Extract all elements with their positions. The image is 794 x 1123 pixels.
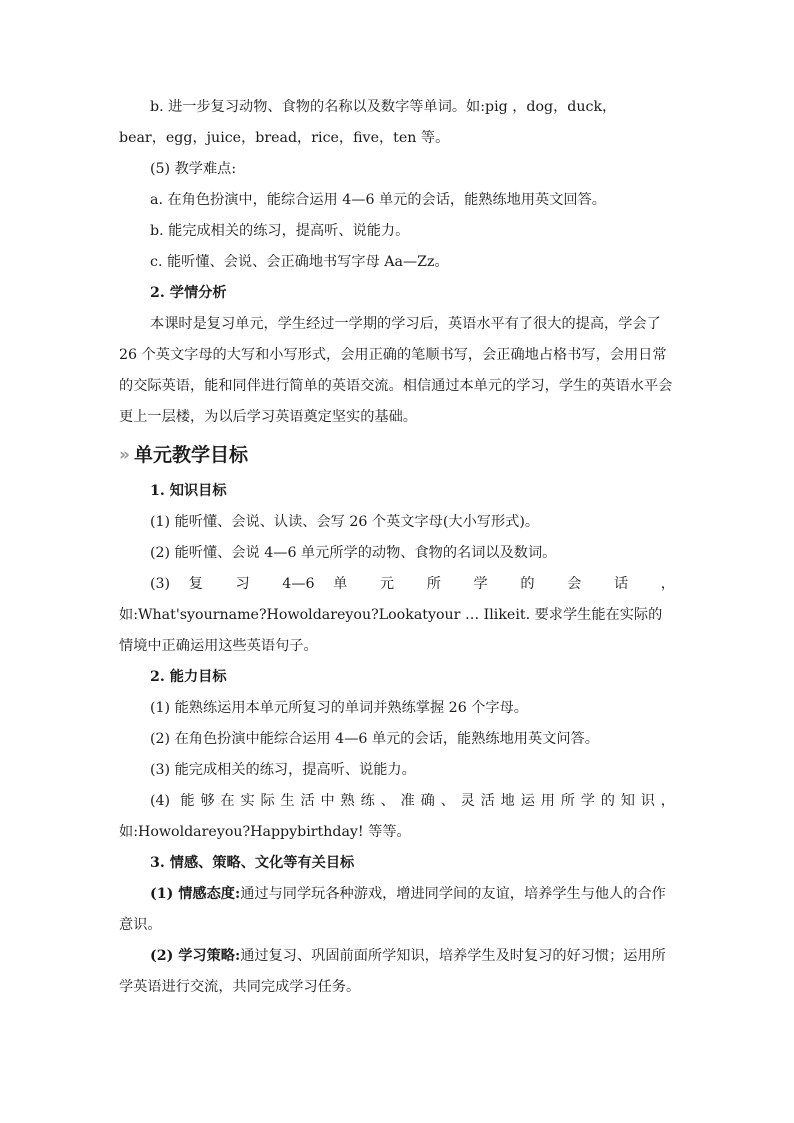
emotion-goal-2-text: 通过复习、巩固前面所学知识，培养学生及时复习的好习惯；运用所学英语进行交流，共同完成学习任务。	[119, 948, 666, 995]
knowledge-goal-1: (1) 能听懂、会说、认读、会写 26 个英文字母(大小写形式)。	[150, 514, 540, 530]
paragraph-review-words: b. 进一步复习动物、食物的名称以及数字等单词。如:pig ，dog，duck，	[150, 99, 617, 115]
knowledge-goals-title: 1. 知识目标	[150, 483, 227, 499]
emotion-goal-2-label: (2) 学习策略:	[150, 948, 241, 964]
emotion-goal-1-label: (1) 情感态度:	[150, 886, 241, 902]
ability-goals-title: 2. 能力目标	[150, 669, 227, 685]
ability-goal-4: (4) 能够在实际生活中熟练、准确、灵活地运用所学的知识，	[150, 793, 675, 809]
knowledge-goal-3: (3) 复 习 4—6 单 元 所 学 的 会 话 ，	[150, 576, 675, 592]
emotion-goals-title: 3. 情感、策略、文化等有关目标	[150, 855, 355, 871]
difficulty-item-b: b. 能完成相关的练习，提高听、说能力。	[150, 223, 410, 239]
section-heading	[119, 440, 675, 470]
ability-goal-3: (3) 能完成相关的练习，提高听、说能力。	[150, 762, 416, 778]
teaching-difficulty-title: (5) 教学难点:	[150, 161, 237, 177]
knowledge-goal-3-cont: 如:What'syourname?Howoldareyou?Lookatyour … Ilikeit. 要求学生能在实际的情境中正确运用这些英语句子。	[119, 607, 663, 654]
emotion-goal-2	[119, 941, 675, 1003]
paragraph-review-words-cont: bear，egg，juice，bread，rice，five，ten 等。	[119, 130, 450, 146]
emotion-goal-1-text: 通过与同学玩各种游戏，增进同学间的友谊，培养学生与他人的合作意识。	[119, 886, 666, 933]
learner-analysis-title: 2. 学情分析	[150, 285, 227, 301]
ability-goal-2: (2) 在角色扮演中能综合运用 4—6 单元的会话，能熟练地用英文问答。	[150, 731, 599, 747]
document-body	[119, 92, 675, 1003]
emotion-goal-1	[119, 879, 675, 941]
knowledge-goal-2: (2) 能听懂、会说 4—6 单元所学的动物、食物的名词以及数词。	[150, 545, 557, 561]
learner-analysis-text: 本课时是复习单元，学生经过一学期的学习后，英语水平有了很大的提高，学会了 26 个英文字母的大写和小写形式，会用正确的笔顺书写，会正确地占格书写，会用日常的交际英语，能和同伴进行简单的英语交流。相信通过本单元的学习，学生的英语水平会更上一层楼，为以后学习英语奠定坚实的基础。	[119, 316, 673, 425]
difficulty-item-c: c. 能听懂、会说、会正确地书写字母 Aa—Zz。	[150, 254, 449, 270]
chevron-icon: »	[119, 445, 126, 465]
difficulty-item-a: a. 在角色扮演中，能综合运用 4—6 单元的会话，能熟练地用英文回答。	[150, 192, 606, 208]
ability-goal-4-cont: 如:Howoldareyou?Happybirthday! 等等。	[119, 824, 411, 840]
section-title: 单元教学目标	[133, 444, 248, 466]
ability-goal-1: (1) 能熟练运用本单元所复习的单词并熟练掌握 26 个字母。	[150, 700, 528, 716]
